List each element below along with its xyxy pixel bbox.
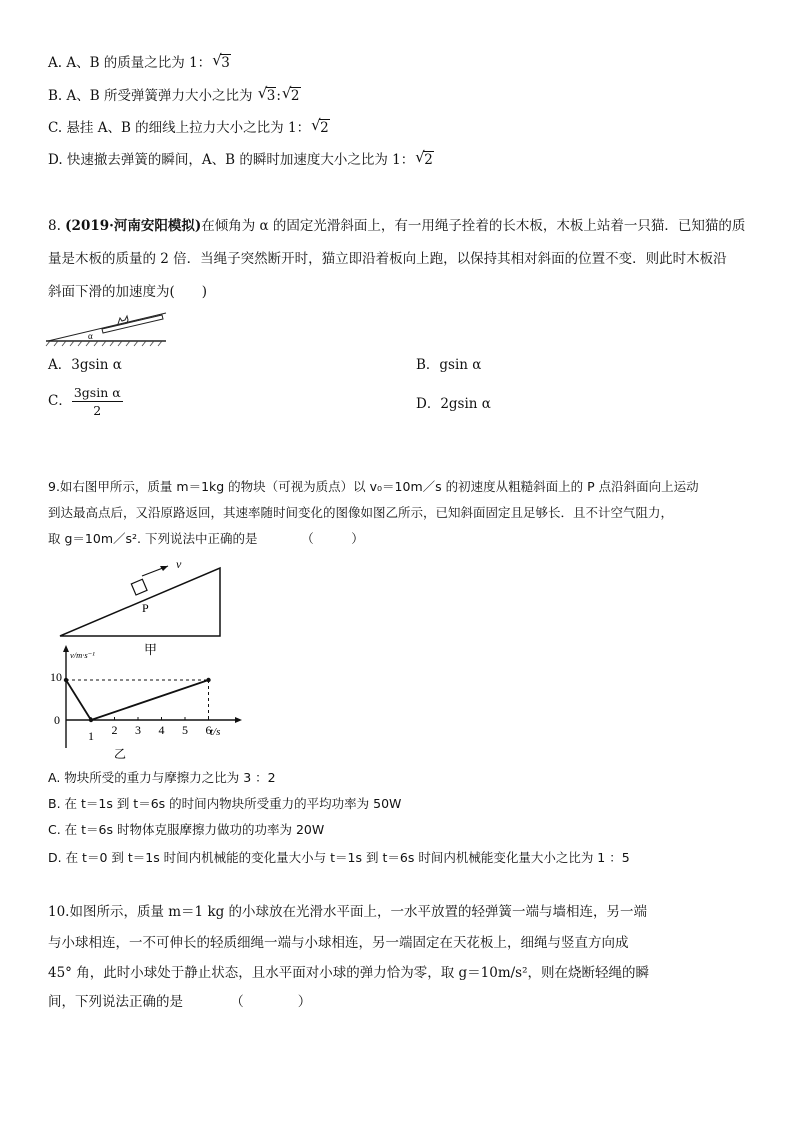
velocity-curve [66,680,209,720]
q9-option-d: D. 在 t＝0 到 t＝1s 时间内机械能的变化量大小与 t＝1s 到 t＝6s 时间内机械能变化量大小之比为 1 ：5 [48,850,630,865]
x-tick-label: 3 [135,723,141,737]
figure-caption-yi: 乙 [114,747,127,761]
x-tick-label: 2 [111,723,118,737]
q7-option-d: D. 快速撤去弹簧的瞬间，A、B 的瞬时加速度大小之比为 1： √ 2 [48,148,433,168]
point-p-label: P [142,601,149,615]
sqrt-symbol: √ 2 [281,84,300,104]
ground-hatch [46,341,162,346]
data-point [206,678,210,682]
incline-line [48,313,166,341]
q10-stem-line3: 45° 角，此时小球处于静止状态，且水平面对小球的弹力恰为零，取 g＝10m/s²，则在烧断轻绳的瞬 [48,965,650,981]
x-arrowhead-icon [235,717,242,723]
q9-stem-line2: 到达最高点后，又沿原路返回，其速率随时间变化的图像如图乙所示，已知斜面固定且足够长．且不计空气阻力， [48,505,674,520]
x-tick-label: 4 [158,723,165,737]
q8-stem-line2: 量是木板的质量的 2 倍．当绳子突然断开时，猫立即沿着板向上跑，以保持其相对斜面的位置不变．则此时木板沿 [48,251,727,267]
q10-stem-line4: 间，下列说法正确的是 （ ） [48,994,312,1010]
y-tick-label: 10 [50,670,62,684]
q8-option-c: C． $\frac{\text{3gsin α}}{2}$ [48,385,121,418]
q9-stem-line3: 取 g＝10m／s². 下列说法中正确的是 （ ） [48,531,364,546]
fraction: $\frac{\text{3gsin α}}{2}$ [73,385,121,418]
data-point [89,718,93,722]
y-axis-label: v/m·s⁻¹ [70,650,95,660]
incline-triangle [60,568,220,636]
x-tick-label: 5 [182,723,188,737]
sqrt-symbol: √ 2 [415,148,433,168]
q9-velocity-graph-yi [50,640,250,765]
data-point [64,678,68,682]
x-tick-label: 1 [88,729,94,743]
q8-option-a: A．3gsin α [48,357,122,373]
q9-option-c: C. 在 t＝6s 时物体克服摩擦力做功的功率为 20W [48,822,325,837]
alpha-label: α [88,331,93,341]
q7-option-a: A. A、B 的质量之比为 1： √ 3 [48,51,230,71]
figure-caption-jia: 甲 [144,642,158,657]
q9-option-b: B. 在 t＝1s 到 t＝6s 的时间内物块所受重力的平均功率为 50W [48,796,402,811]
y-arrowhead-icon [63,645,69,652]
q10-stem-line1: 10.如图所示，质量 m＝1 kg 的小球放在光滑水平面上，一水平放置的轻弹簧一端与墙相连，另一端 [48,904,648,920]
q8-option-b: B．gsin α [416,357,482,373]
block-square [131,579,147,595]
q8-stem-line1: 8. (2019·河南安阳模拟)在倾角为 α 的固定光滑斜面上，有一用绳子拴着的长木板，木板上站着一只猫．已知猫的质 [48,218,746,234]
q9-stem-line1: 9.如右图甲所示，质量 m＝1kg 的物块（可视为质点）以 v₀＝10m／s 的初速度从粗糙斜面上的 P 点沿斜面向上运动 [48,479,699,494]
q8-source: (2019·河南安阳模拟) [65,218,202,234]
q7-option-c: C. 悬挂 A、B 的细线上拉力大小之比为 1： √ 2 [48,116,329,136]
x-axis-label: t/s [210,726,221,738]
q10-stem-line2: 与小球相连，一不可伸长的轻质细绳一端与小球相连，另一端固定在天花板上，细绳与竖直方向成 [48,935,629,951]
q9-option-a: A. 物块所受的重力与摩擦力之比为 3 ：2 [48,770,276,785]
q8-incline-figure [44,305,174,347]
q7-option-b: B. A、B 所受弹簧弹力大小之比为 √ 3: √ 2 [48,84,300,104]
velocity-label: v [176,558,182,571]
q8-stem-line3: 斜面下滑的加速度为( ) [48,284,208,300]
x-tick-label: 6 [205,723,212,737]
q8-option-d: D．2gsin α [416,396,491,412]
origin-label: 0 [54,713,60,727]
sqrt-symbol: √ 3 [257,84,276,104]
sqrt-symbol: √ 3 [212,51,230,71]
board-rect [102,315,163,333]
sqrt-symbol: √ 2 [311,116,329,136]
